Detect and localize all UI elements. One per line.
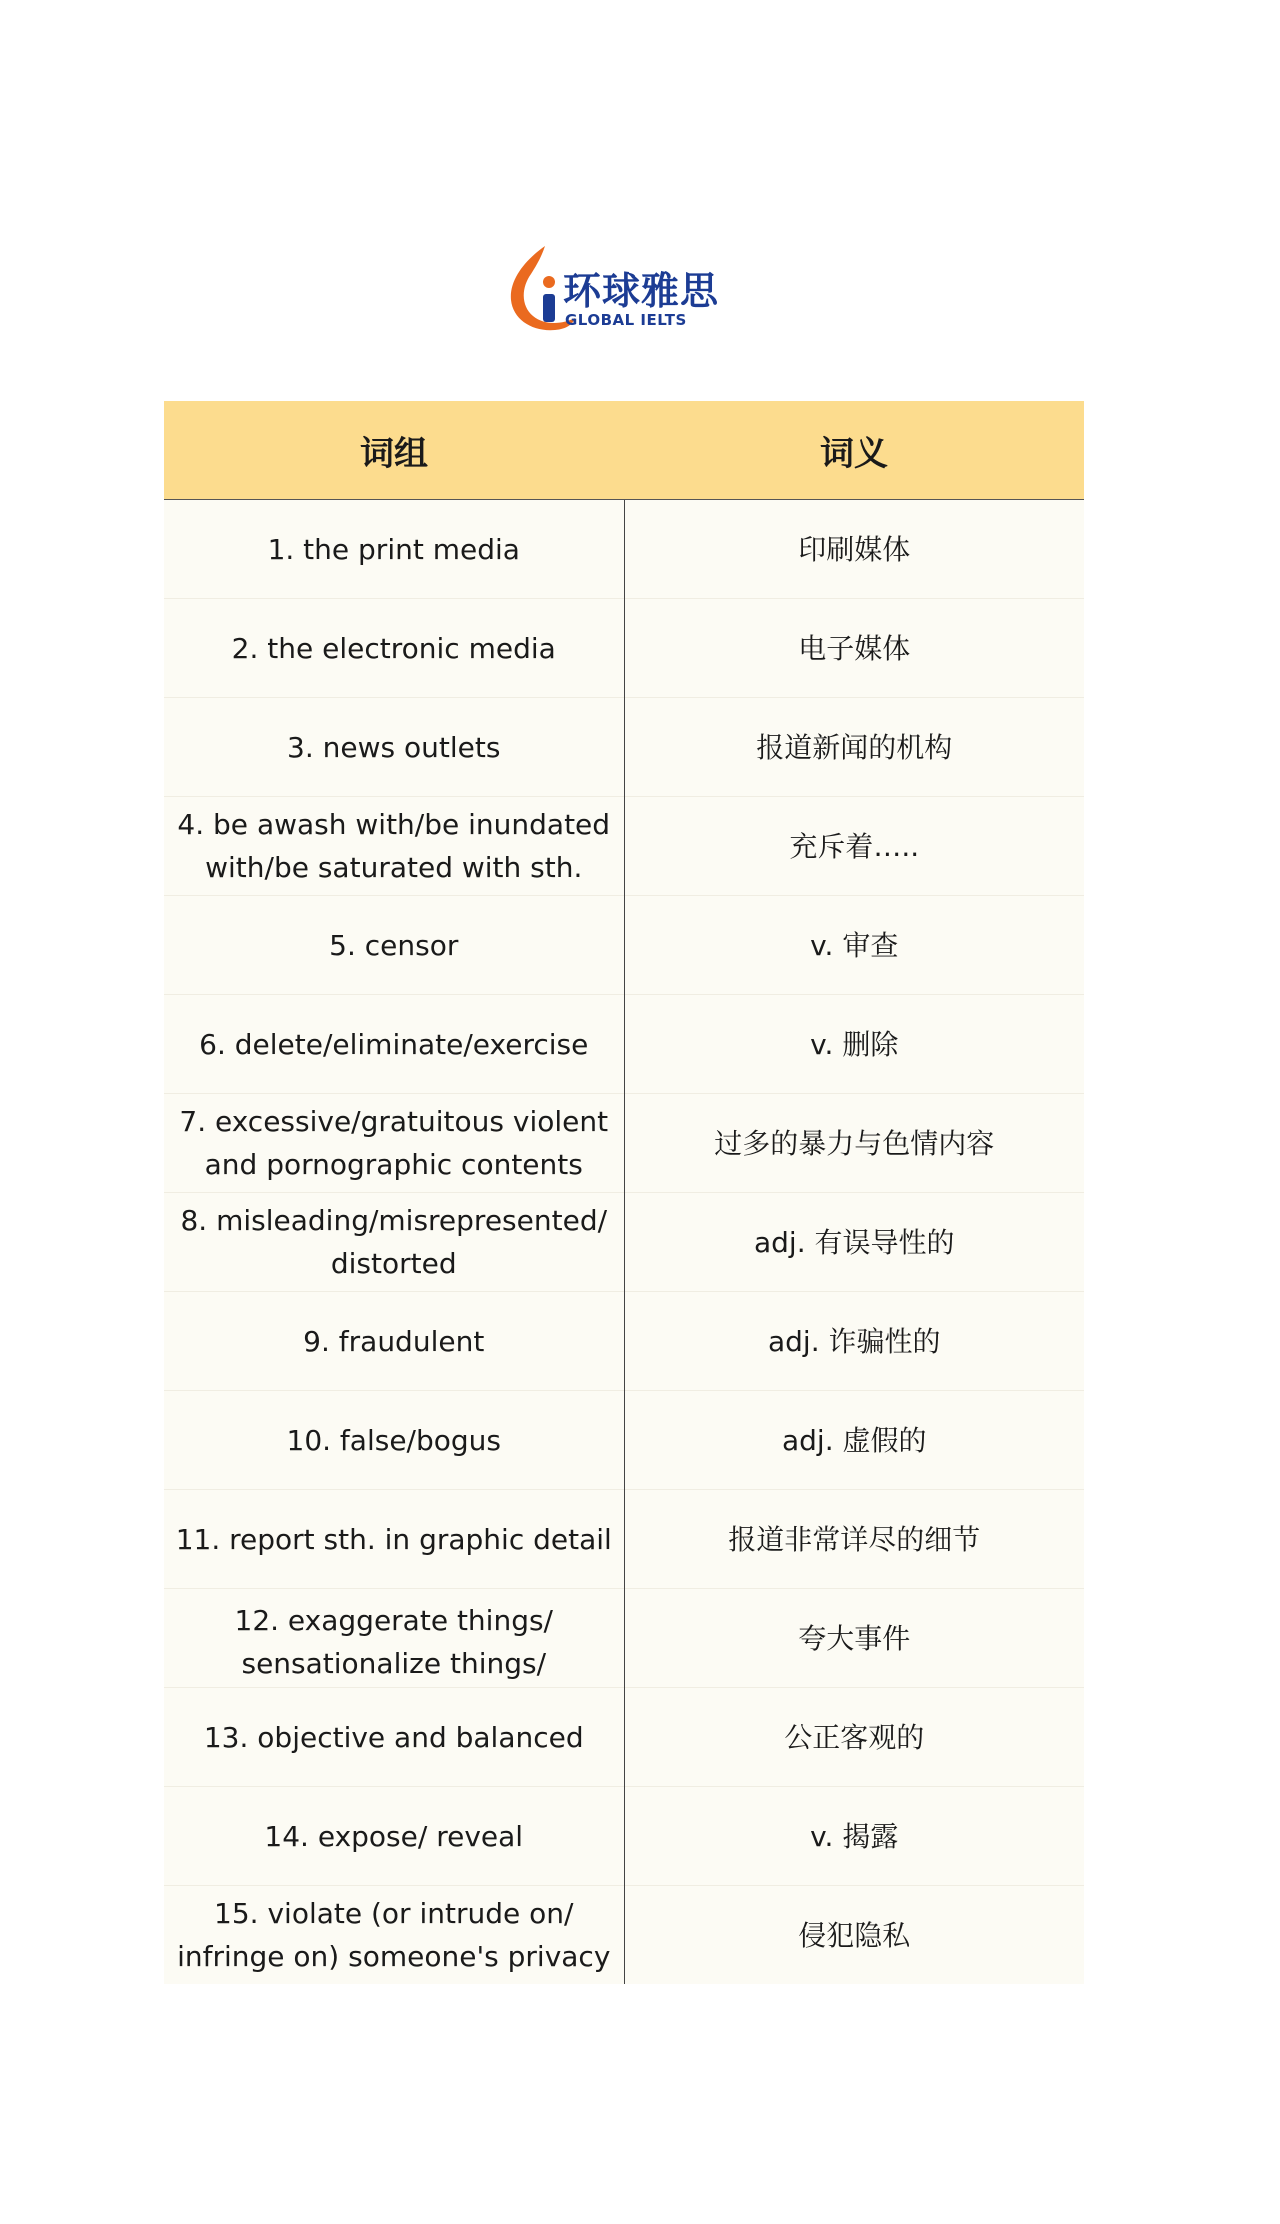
phrase-cell	[164, 1886, 624, 1985]
table-row	[164, 1688, 1084, 1787]
meaning-text: 公正客观的	[784, 1720, 925, 1754]
phrase-text: 10. false/bogus	[286, 1423, 501, 1457]
meaning-cell	[624, 1292, 1084, 1391]
meaning-text: v. 揭露	[810, 1819, 899, 1853]
phrase-text: 14. expose/ reveal	[264, 1819, 524, 1853]
meaning-cell	[624, 1490, 1084, 1589]
vocabulary-table	[164, 401, 1084, 1984]
meaning-text: 印刷媒体	[798, 532, 911, 566]
meaning-text: adj. 诈骗性的	[767, 1324, 941, 1358]
table-row	[164, 1193, 1084, 1292]
meaning-cell	[624, 1094, 1084, 1193]
table-row	[164, 1787, 1084, 1886]
meaning-text: 夸大事件	[798, 1621, 911, 1655]
phrase-cell	[164, 1589, 624, 1688]
meaning-cell	[624, 698, 1084, 797]
meaning-cell	[624, 1193, 1084, 1292]
meaning-text: 报道非常详尽的细节	[728, 1522, 981, 1556]
meaning-cell	[624, 1787, 1084, 1886]
header-meaning: 词义	[624, 401, 1084, 500]
meaning-cell	[624, 797, 1084, 896]
phrase-text: 6. delete/eliminate/exercise	[199, 1027, 589, 1061]
meaning-cell	[624, 1391, 1084, 1490]
meaning-cell	[624, 995, 1084, 1094]
phrase-text: 2. the electronic media	[231, 631, 556, 665]
phrase-text: 9. fraudulent	[303, 1324, 485, 1358]
phrase-text: 11. report sth. in graphic detail	[175, 1522, 612, 1556]
table-row	[164, 599, 1084, 698]
table-row	[164, 1094, 1084, 1193]
phrase-text: 1. the print media	[267, 532, 520, 566]
meaning-text: adj. 有误导性的	[753, 1225, 955, 1259]
meaning-cell	[624, 500, 1084, 599]
phrase-cell	[164, 1292, 624, 1391]
phrase-text: 8. misleading/misrepresented/ distorted	[180, 1204, 608, 1280]
phrase-cell	[164, 698, 624, 797]
global-ielts-logo	[505, 238, 745, 338]
phrase-cell	[164, 500, 624, 599]
meaning-text: v. 审查	[810, 928, 899, 962]
phrase-text: 5. censor	[329, 928, 459, 962]
table-row	[164, 797, 1084, 896]
phrase-cell	[164, 896, 624, 995]
meaning-text: 过多的暴力与色情内容	[714, 1126, 995, 1160]
phrase-cell	[164, 797, 624, 896]
table-row	[164, 1490, 1084, 1589]
meaning-text: adj. 虚假的	[781, 1423, 927, 1457]
phrase-text: 12. exaggerate things/ sensationalize things/	[234, 1604, 553, 1680]
logo-chinese-text: 环球雅思	[563, 269, 720, 313]
meaning-cell	[624, 1589, 1084, 1688]
meaning-text: 电子媒体	[798, 631, 911, 665]
meaning-text: 充斥着…..	[789, 829, 920, 863]
table-row	[164, 1391, 1084, 1490]
phrase-text: 3. news outlets	[287, 730, 501, 764]
phrase-text: 7. excessive/gratuitous violent and pornographic contents	[179, 1105, 609, 1181]
table-header-row	[164, 401, 1084, 500]
meaning-cell	[624, 599, 1084, 698]
phrase-cell	[164, 995, 624, 1094]
table-row	[164, 698, 1084, 797]
table-row	[164, 896, 1084, 995]
table-row	[164, 1589, 1084, 1688]
logo-english-text: GLOBAL IELTS	[565, 311, 687, 329]
meaning-cell	[624, 896, 1084, 995]
meaning-text: 报道新闻的机构	[756, 730, 953, 764]
phrase-cell	[164, 1193, 624, 1292]
phrase-text: 15. violate (or intrude on/ infringe on) someone's privacy	[177, 1897, 611, 1973]
phrase-cell	[164, 599, 624, 698]
meaning-cell	[624, 1886, 1084, 1985]
header-phrase: 词组	[164, 401, 624, 500]
table-row	[164, 1292, 1084, 1391]
meaning-text: v. 删除	[810, 1027, 899, 1061]
meaning-cell	[624, 1688, 1084, 1787]
phrase-text: 13. objective and balanced	[203, 1720, 584, 1754]
phrase-cell	[164, 1391, 624, 1490]
table-row	[164, 500, 1084, 599]
phrase-cell	[164, 1787, 624, 1886]
phrase-text: 4. be awash with/be inundated with/be saturated with sth.	[177, 808, 611, 884]
meaning-text: 侵犯隐私	[798, 1918, 911, 1952]
table-row	[164, 995, 1084, 1094]
phrase-cell	[164, 1490, 624, 1589]
phrase-cell	[164, 1094, 624, 1193]
phrase-cell	[164, 1688, 624, 1787]
table-row	[164, 1886, 1084, 1985]
